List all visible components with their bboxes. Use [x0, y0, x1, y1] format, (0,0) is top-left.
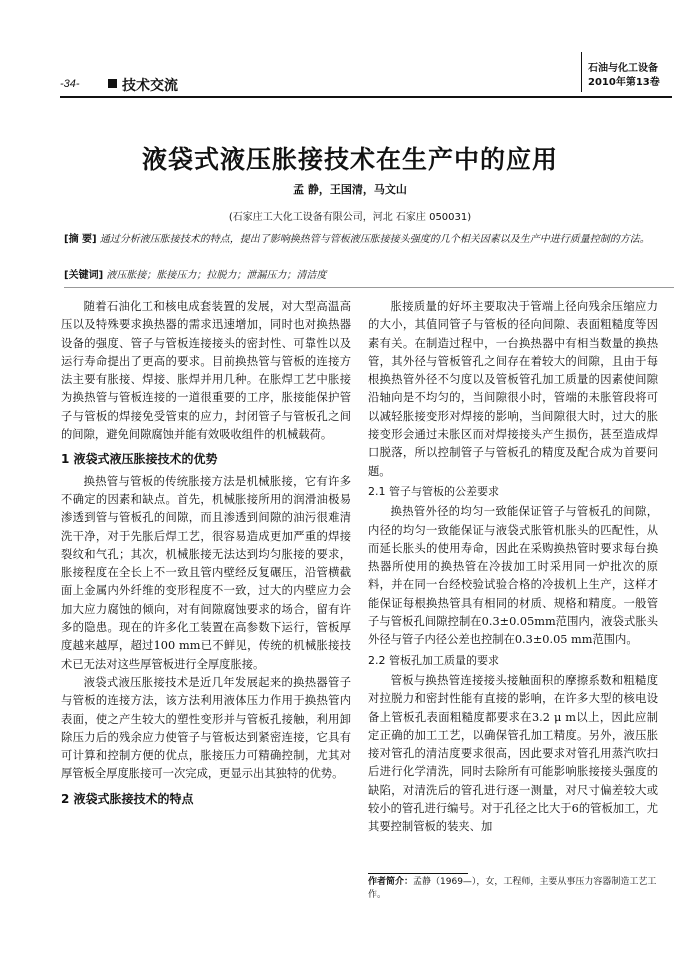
author-footnote: [368, 876, 668, 902]
section-2-1-heading: 2.1 管子与管板的公差要求: [368, 484, 499, 498]
section-2-2-heading: 2.2 管板孔加工质量的要求: [368, 653, 499, 667]
article-affiliation: (石家庄工大化工设备有限公司，河北 石家庄 050031): [228, 212, 472, 223]
footnote-label: 作者简介：: [368, 877, 414, 887]
section-1-paragraph-2: 液袋式液压胀接技术是近几年发展起来的换热器管子与管板的连接方法，该方法利用液体压力作用于换热管内表面，使之产生较大的塑性变形并与管板孔接触，利用卸除压力后的残余应力使管子与管板达到紧密连接，它具有可计算和控制方便的优点，胀接压力可精确控制，尤其对厚管板全厚度胀接可一次完成，更显示出其独特的优势。: [61, 675, 351, 781]
header-rule: [60, 96, 672, 98]
article-title: 液袋式液压胀接技术在生产中的应用: [141, 145, 558, 174]
abstract-label: [摘 要]: [64, 234, 97, 245]
abstract-text: 通过分析液压胀接技术的特点，提出了影响换热管与管板液压胀接接头强度的几个相关因素以及生产中进行质量控制的方法。: [99, 234, 650, 245]
right-column: [368, 298, 658, 837]
keywords-rule: [64, 287, 674, 288]
section-1-paragraph-1: 换热管与管板的传统胀接方法是机械胀接，它有许多不确定的因素和缺点。首先，机械胀接所用的润滑油极易渗透到管与管板孔的间隙，而且渗透到间隙的油污很难清洗干净，对于先胀后焊工艺，很容易造成更加严重的焊接裂纹和气孔；其次，机械胀接无法达到均匀胀接的要求，胀接程度在全长上不一致且管内壁经反复碾压，沿管横截面上金属内外纤维的变形程度不一致，过大的内壁应力会加大应力腐蚀的倾向，对有间隙腐蚀要求的场合，留有许多的隐患。现在的许多化工装置在高参数下运行，管板厚度越来越厚，超过100 mm已不鲜见，传统的机械胀接技术已无法对这些厚管板进行全厚度胀接。: [61, 474, 351, 671]
intro-paragraph: 随着石油化工和核电成套装置的发展，对大型高温高压以及特殊要求换热器的需求迅速增加，同时也对换热器设备的强度、管子与管板连接接头的密封性、可靠性以及运行寿命提出了更高的要求。目前换热管与管板的连接方法主要有胀接、焊接、胀焊并用几种。在胀焊工艺中胀接为换热管与管板连接的一道很重要的工序，胀接能保护管子与管板的焊接免受管束的应力，封闭管子与管板孔之间的间隙，避免间隙腐蚀并能有效吸收组件的机械载荷。: [61, 300, 351, 442]
section-square-icon: [108, 79, 117, 88]
keywords: [64, 266, 674, 281]
journal-name: 石油与化工设备: [588, 63, 658, 74]
section-2-1-paragraph: 换热管外径的均匀一致能保证管子与管板孔的间隙，内径的均匀一致能保证与液袋式胀管机胀头的匹配性，从而延长胀头的使用寿命，因此在采购换热管时要求每台换热器所使用的换热管在冷拔加工时采用同一炉批次的原料，并在同一台经校验试验合格的冷拔机上生产，这样才能保证每根换热管具有相同的材质、规格和精度。一般管子与管板孔间隙控制在0.3±0.05mm范围内，液袋式胀头外径与管子内径公差也控制在0.3±0.05 mm范围内。: [368, 505, 658, 647]
abstract: [64, 233, 674, 247]
section-2-heading: 2 液袋式胀接技术的特点: [61, 791, 194, 806]
journal-info: [581, 52, 672, 92]
section-2-paragraph-1: 胀接质量的好坏主要取决于管端上径向残余压缩应力的大小，其值同管子与管板的径向间隙、表面粗糙度等因素有关。在制造过程中，一台换热器中有相当数量的换热管，其外径与管板管孔之间存在着较大的间隙，且由于每根换热管外径不匀度以及管板管孔加工质量的因素使间隙沿轴向是不均匀的，当间隙很小时，管端的未胀管段将可以减轻胀接变形对焊接的影响，当间隙很大时，过大的胀接变形会通过未胀区而对焊接接头产生损伤，甚至造成焊口脱落，所以控制管子与管板孔的精度及配合成为首要问题。: [368, 300, 658, 478]
section-name: 技术交流: [122, 78, 178, 94]
section-1-heading: 1 液袋式液压胀接技术的优势: [61, 452, 218, 467]
keywords-label: [关键词]: [64, 270, 104, 281]
left-column: [61, 298, 351, 812]
footnote-rule: [368, 873, 468, 874]
page-number: -34-: [60, 78, 80, 90]
journal-issue: 2010年第13卷: [588, 77, 660, 88]
page-header: [60, 52, 672, 96]
footnote-text: 孟静（1969—），女，工程师，主要从事压力容器制造工艺工作。: [368, 877, 657, 900]
article-authors: 孟 静，王国清，马文山: [293, 183, 407, 196]
section-2-2-paragraph: 管板与换热管连接接头接触面积的摩擦系数和粗糙度对拉脱力和密封性能有直接的影响，在许多大型的核电设备上管板孔表面粗糙度都要求在3.2 μ m以上，因此应制定正确的加工工艺，以确保管孔加工精度。另外，液压胀接对管孔的清洁度要求很高，因此要求对管孔用蒸汽吹扫后进行化学清洗，同时去除所有可能影响胀接接头强度的缺陷，对清洗后的管孔进行逐一测量，对尺寸偏差较大或较小的管孔进行编号。对于孔径之比大于6的管板加工，尤其要控制管板的装夹、加: [368, 673, 658, 834]
keywords-text: 液压胀接；胀接压力；拉脱力；泄漏压力；清洁度: [106, 270, 327, 281]
